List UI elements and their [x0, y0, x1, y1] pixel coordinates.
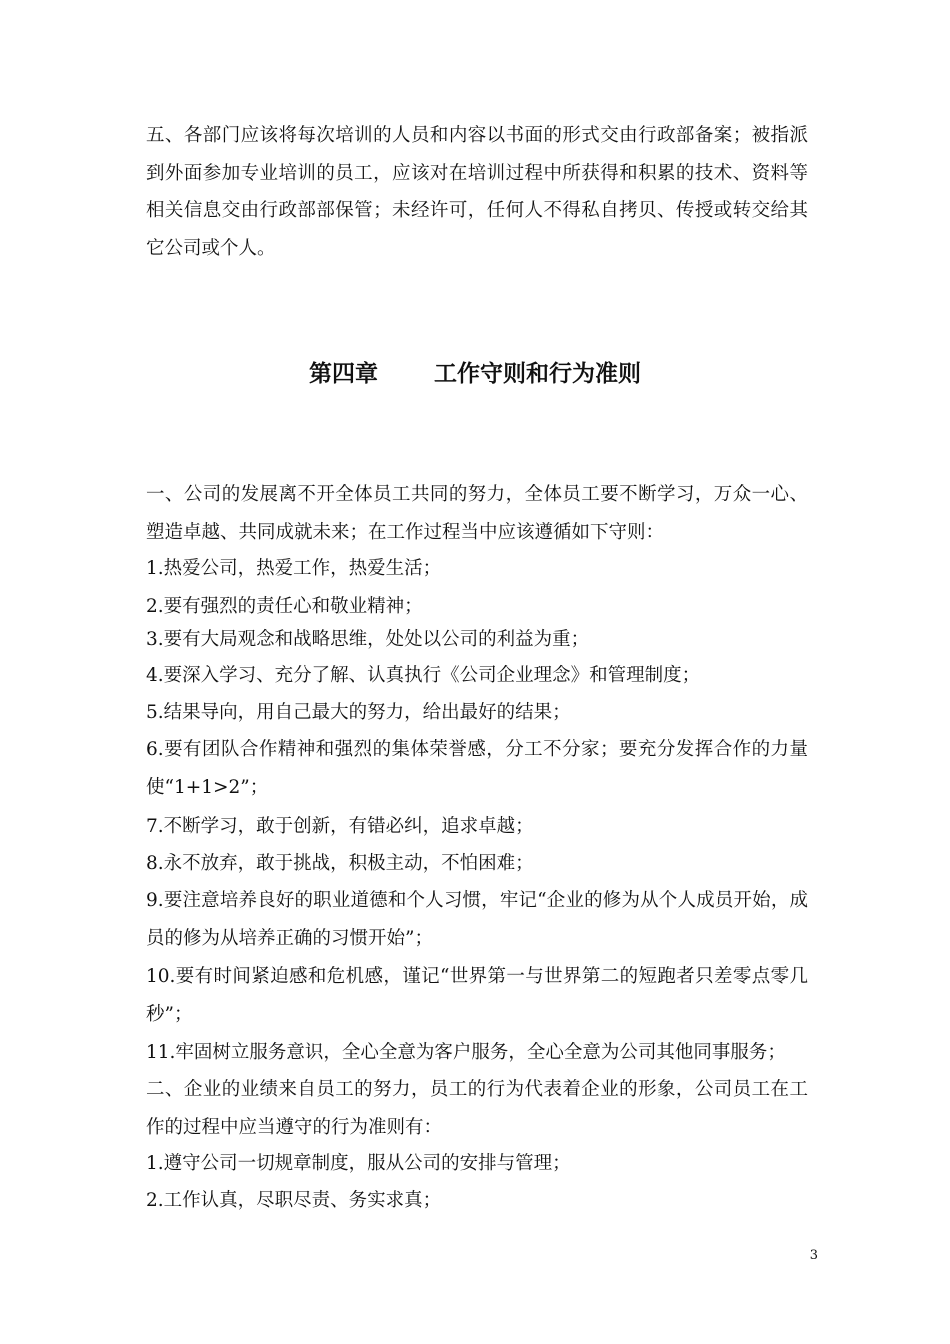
- part1-intro: 一、公司的发展离不开全体员工共同的努力，全体员工要不断学习，万众一心、塑造卓越、共同成就未来；在工作过程当中应该遵循如下守则：: [146, 484, 808, 543]
- paragraph-section-5: 五、各部门应该将每次培训的人员和内容以书面的形式交由行政部备案；被指派到外面参加专业培训的员工，应该对在培训过程中所获得和积累的技术、资料等相关信息交由行政部部保管；未经许可，任何人不得私自拷贝、传授或转交给其它公司或个人。: [146, 125, 808, 259]
- page-number: 3: [809, 1248, 818, 1263]
- list-item: 4.要深入学习、充分了解、认真执行《公司企业理念》和管理制度；: [146, 665, 701, 686]
- list-item: 5.结果导向，用自己最大的努力，给出最好的结果；: [146, 702, 571, 723]
- list-item: 9.要注意培养良好的职业道德和个人习惯，牢记“企业的修为从个人成员开始，成员的修为从培养正确的习惯开始”；: [146, 890, 808, 949]
- chapter-heading: [0, 352, 950, 396]
- list-item: 2.工作认真，尽职尽责、务实求真；: [146, 1190, 442, 1211]
- chapter-number: 第四章: [309, 360, 378, 387]
- list-item: 8.永不放弃，敢于挑战，积极主动，不怕困难；: [146, 853, 534, 874]
- list-item: 1.热爱公司，热爱工作，热爱生活；: [146, 558, 442, 579]
- list-item: 6.要有团队合作精神和强烈的集体荣誉感，分工不分家；要充分发挥合作的力量使“1+1>2”；: [146, 739, 808, 798]
- list-item: 1.遵守公司一切规章制度，服从公司的安排与管理；: [146, 1153, 571, 1174]
- list-item: 11.牢固树立服务意识，全心全意为客户服务，全心全意为公司其他同事服务；: [146, 1042, 786, 1063]
- list-item: 2.要有强烈的责任心和敬业精神；: [146, 596, 423, 617]
- list-item: 7.不断学习，敢于创新，有错必纠，追求卓越；: [146, 816, 534, 837]
- list-item: 3.要有大局观念和战略思维，处处以公司的利益为重；: [146, 629, 590, 650]
- part2-intro: 二、企业的业绩来自员工的努力，员工的行为代表着企业的形象，公司员工在工作的过程中应当遵守的行为准则有：: [146, 1079, 808, 1138]
- chapter-title: 工作守则和行为准则: [434, 360, 641, 387]
- list-item: 10.要有时间紧迫感和危机感，谨记“世界第一与世界第二的短跑者只差零点零几秒”；: [146, 966, 808, 1025]
